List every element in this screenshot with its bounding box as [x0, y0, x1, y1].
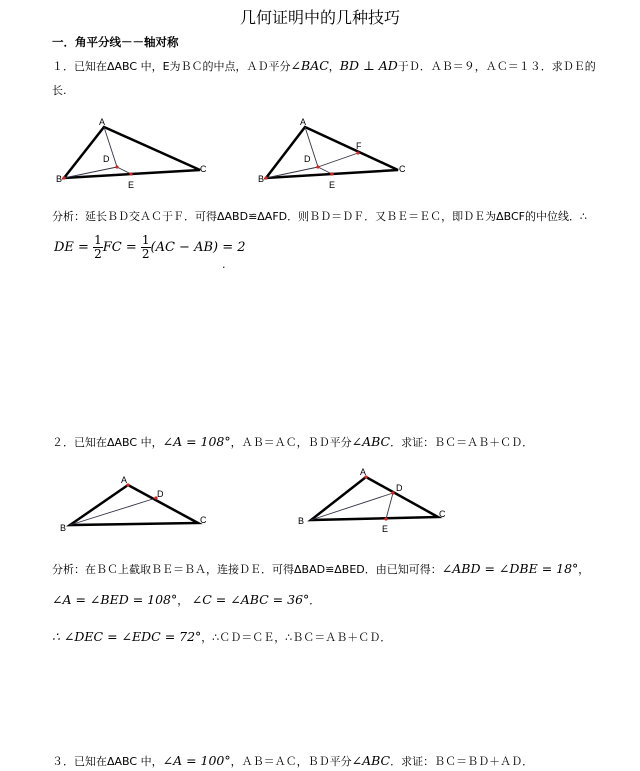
problem-2-conclude: ，∴ＣＤ＝ＣＥ，∴ＢＣ＝ＡＢ＋ＣＤ． — [201, 631, 392, 644]
figure-2-label-e: E — [329, 180, 336, 190]
figure-2-label-a: A — [300, 117, 307, 127]
problem-3-angle-a: ∠A = 100° — [162, 753, 231, 768]
problem-1-analysis: 分析：延长ＢＤ交ＡＣ于Ｆ．可得ΔABD≌ΔAFD．则ＢＤ＝ＤＦ．又ＢＥ＝ＥＣ，即ＤＥ为ΔBCF的中位线．∴ — [52, 210, 588, 223]
figure-1-label-a: A — [99, 117, 106, 127]
problem-2-text-b: ，ＡＢ＝ＡＣ，ＢＤ平分 — [230, 436, 352, 449]
figure-4-bd — [311, 493, 393, 520]
figure-2-label-f: F — [356, 141, 362, 151]
figure-1-label-e: E — [128, 180, 135, 190]
problem-2-text-a: ２．已知在ΔABC 中， — [52, 436, 163, 449]
figure-1-label-c: C — [200, 164, 207, 174]
figure-4-label-d: D — [396, 483, 403, 493]
problem-2-analysis-line2 — [52, 593, 320, 608]
problem-3-angle-abc: ∠ABC — [351, 753, 391, 768]
figure-3-label-b: B — [60, 523, 67, 533]
figure-4-label-a: A — [360, 467, 367, 477]
problem-1-text-b: ， — [328, 60, 340, 73]
problem-2-analysis — [52, 562, 589, 577]
eq-frac1-num: 1 — [94, 233, 102, 247]
problem-2-eq1-end: ， — [578, 563, 590, 576]
problem-3-text-c: ．求证：ＢＣ＝ＢＤ＋ＡＤ． — [390, 755, 534, 768]
eq-mid: FC = — [102, 240, 137, 255]
figure-3-label-a: A — [121, 475, 128, 485]
problem-3-text-a: ３．已知在ΔABC 中， — [52, 755, 163, 768]
eq-rhs: (AC − AB) = 2 — [150, 240, 246, 255]
problem-3-statement — [52, 754, 533, 769]
eq-frac1-den: 2 — [94, 247, 102, 261]
problem-2-eq2: ∠A = ∠BED = 108° — [52, 592, 178, 607]
problem-2-therefore: ∴ ∠DEC = ∠EDC = 72° — [52, 629, 202, 644]
problem-1-angle-bac: ∠BAC — [290, 58, 329, 73]
page-title: 几何证明中的几种技巧 — [239, 8, 400, 27]
figure-3-label-d: D — [157, 489, 164, 499]
problem-2-analysis-a: 分析：在ＢＣ上截取ＢＥ＝ＢＡ，连接ＤＥ．可得ΔBAD≌ΔBED．由已知可得： — [52, 563, 442, 576]
eq-end-dot: . — [222, 258, 226, 271]
figure-4-label-b: B — [298, 516, 305, 526]
figure-4-point-e — [384, 517, 387, 520]
problem-2-eq3-end: ． — [309, 594, 321, 607]
problem-1-text-d: 长. — [52, 84, 67, 97]
figure-4-point-d — [391, 491, 394, 494]
problem-2-angle-abc: ∠ABC — [351, 434, 391, 449]
figure-2-label-d: D — [304, 154, 311, 164]
problem-2-text-c: ．求证：ＢＣ＝ＡＢ＋ＣＤ． — [390, 436, 534, 449]
problem-1-text-a: １．已知在ΔABC 中，E为ＢＣ的中点，ＡＤ平分 — [52, 60, 291, 73]
figure-1-label-b: B — [56, 174, 63, 184]
figure-2-label-b: B — [258, 174, 265, 184]
figure-1-label-d: D — [103, 154, 110, 164]
problem-1-perpendicular: BD ⊥ AD — [339, 58, 398, 73]
figure-4-label-c: C — [439, 509, 446, 519]
problem-2-angle-a: ∠A = 108° — [162, 434, 231, 449]
eq-frac2-num: 1 — [141, 233, 150, 247]
eq-frac2-den: 2 — [141, 247, 150, 261]
figure-4-label-e: E — [382, 524, 389, 534]
problem-3-text-b: ，ＡＢ＝ＡＣ，ＢＤ平分 — [230, 755, 352, 768]
figure-2-label-c: C — [399, 164, 406, 174]
eq-lhs: DE = — [54, 240, 89, 255]
problem-1-text-c: 于Ｄ．ＡＢ＝９，ＡＣ＝１３．求ＤＥ的 — [397, 60, 596, 73]
problem-2-eq3: ∠C = ∠ABC = 36° — [191, 592, 310, 607]
problem-2-eq1: ∠ABD = ∠DBE = 18° — [441, 561, 579, 576]
problem-2-conclusion — [52, 630, 391, 645]
figure-4-de — [386, 493, 393, 519]
figure-3-label-c: C — [200, 515, 207, 525]
section-heading: 一．角平分线－－轴对称 — [52, 35, 179, 49]
problem-2-eq2-sep: ， — [177, 594, 189, 607]
